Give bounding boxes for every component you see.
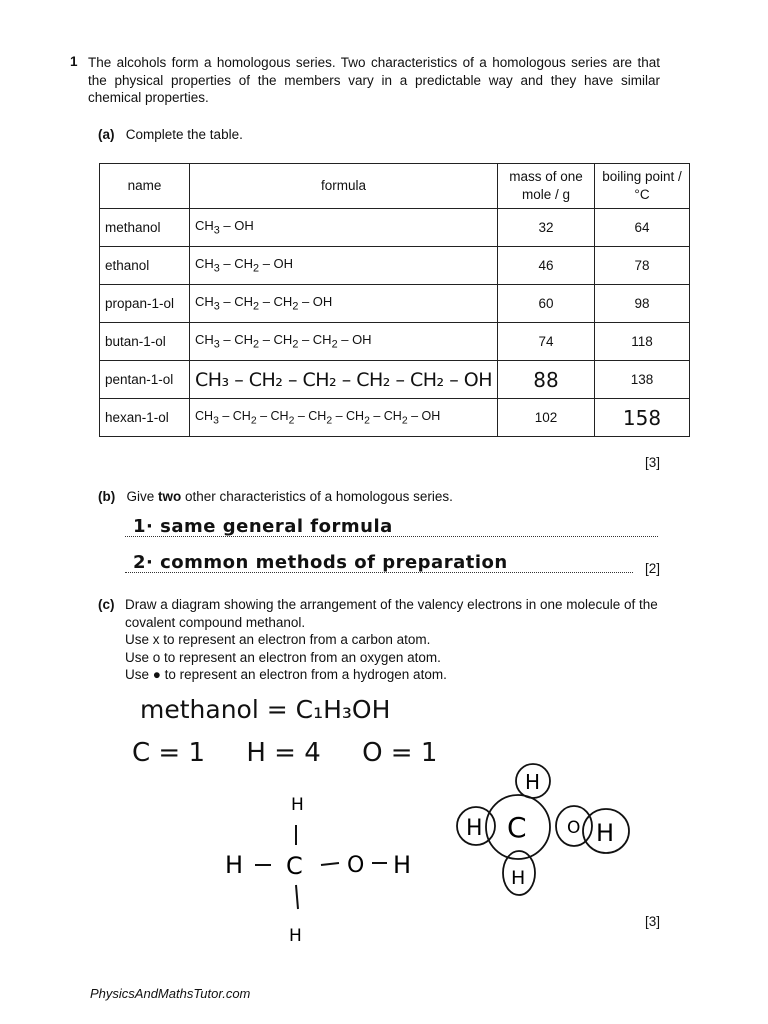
question-intro: The alcohols form a homologous series. Two characteristics of a homologous series are that the physical properties of the members vary in a predictable way and they have similar chemical properties. — [88, 55, 660, 105]
row-bp-handwritten: 158 — [595, 399, 690, 437]
alcohols-table — [99, 163, 690, 437]
row-mass: 60 — [498, 285, 595, 323]
part-b-answer-1: 1· same general formula — [133, 516, 393, 537]
row-bp: 118 — [595, 323, 690, 361]
electron-diagram — [450, 755, 640, 900]
answer-line-2 — [125, 572, 633, 573]
row-mass: 32 — [498, 209, 595, 247]
part-b-marks: [2] — [644, 561, 660, 576]
part-c-line-o: Use o to represent an electron from an oxygen atom. — [125, 649, 441, 665]
carbon-label: C — [286, 852, 303, 880]
h-bottom: H — [511, 867, 526, 889]
o-right: O — [567, 818, 581, 838]
row-formula-handwritten: CH₃ – CH₂ – CH₂ – CH₂ – CH₂ – OH — [190, 361, 498, 399]
table-row — [100, 323, 690, 361]
table-row — [100, 361, 690, 399]
h-top: H — [525, 770, 541, 794]
h-right: H — [596, 819, 615, 847]
part-b-instruction-bold: two — [158, 489, 182, 504]
row-name: butan-1-ol — [100, 323, 190, 361]
part-b-label: (b) — [98, 489, 116, 504]
row-bp: 98 — [595, 285, 690, 323]
row-formula: $CH_3 - CH_2 - CH_2$ – OH — [190, 285, 498, 323]
part-c-line-dot: Use ● to represent an electron from a hydrogen atom. — [125, 667, 447, 682]
h-left: H — [466, 816, 483, 841]
oxygen-label: O — [347, 853, 365, 878]
header-formula: formula — [190, 164, 498, 209]
part-b-instruction-post: other characteristics of a homologous series. — [181, 489, 453, 504]
bond-line — [296, 885, 298, 909]
row-bp: 64 — [595, 209, 690, 247]
part-c-block — [98, 596, 660, 684]
header-mass: mass of one mole / g — [498, 164, 595, 209]
footer-source: PhysicsAndMathsTutor.com — [90, 986, 251, 1001]
header-name: name — [100, 164, 190, 209]
question-number: 1 — [70, 54, 78, 69]
working-formula: methanol = C₁H₃OH — [140, 695, 391, 724]
table-header-row — [100, 164, 690, 209]
answer-line-1 — [125, 536, 658, 537]
c-center: C — [507, 811, 527, 844]
row-name: hexan-1-ol — [100, 399, 190, 437]
left-h-label: H — [225, 851, 244, 879]
table-row — [100, 209, 690, 247]
part-b-instruction-pre: Give — [126, 489, 159, 504]
table-row — [100, 285, 690, 323]
row-bp: 78 — [595, 247, 690, 285]
part-a-instruction: Complete the table. — [125, 127, 243, 142]
part-a-label: (a) — [98, 127, 115, 142]
part-b-answer-2: 2· common methods of preparation — [133, 552, 508, 573]
row-formula: $CH_3 - CH_2$ – OH — [190, 247, 498, 285]
right-h-label: H — [393, 851, 412, 879]
structural-formula-diagram — [215, 785, 425, 950]
row-mass: 46 — [498, 247, 595, 285]
row-name: pentan-1-ol — [100, 361, 190, 399]
row-bp: 138 — [595, 361, 690, 399]
part-a-heading — [98, 127, 243, 142]
row-mass: 102 — [498, 399, 595, 437]
table-row — [100, 399, 690, 437]
bond-line — [321, 863, 339, 865]
row-name: methanol — [100, 209, 190, 247]
bottom-h-label: H — [289, 926, 302, 946]
part-c-marks: [3] — [644, 914, 660, 929]
part-a-marks: [3] — [644, 455, 660, 470]
part-c-label: (c) — [98, 597, 115, 612]
header-boiling-point: boiling point / °C — [595, 164, 690, 209]
row-mass: 74 — [498, 323, 595, 361]
part-c-line-x: Use x to represent an electron from a carbon atom. — [125, 632, 431, 647]
working-atom-count: C = 1 H = 4 O = 1 — [132, 738, 438, 768]
row-name: propan-1-ol — [100, 285, 190, 323]
row-formula: $CH_3 - CH_2 - CH_2 - CH_2$ – OH — [190, 323, 498, 361]
part-c-instruction: Draw a diagram showing the arrangement of the valency electrons in one molecule of the covalent compound methanol. — [125, 597, 658, 630]
table-row — [100, 247, 690, 285]
row-formula: $CH_3$ – OH — [190, 209, 498, 247]
part-b-heading — [98, 489, 453, 504]
row-formula: $CH_3 - CH_2 - CH_2 - CH_2 - CH_2 - CH_2$ – OH — [190, 399, 498, 437]
row-name: ethanol — [100, 247, 190, 285]
top-h-label: H — [291, 795, 304, 815]
row-mass-handwritten: 88 — [498, 361, 595, 399]
